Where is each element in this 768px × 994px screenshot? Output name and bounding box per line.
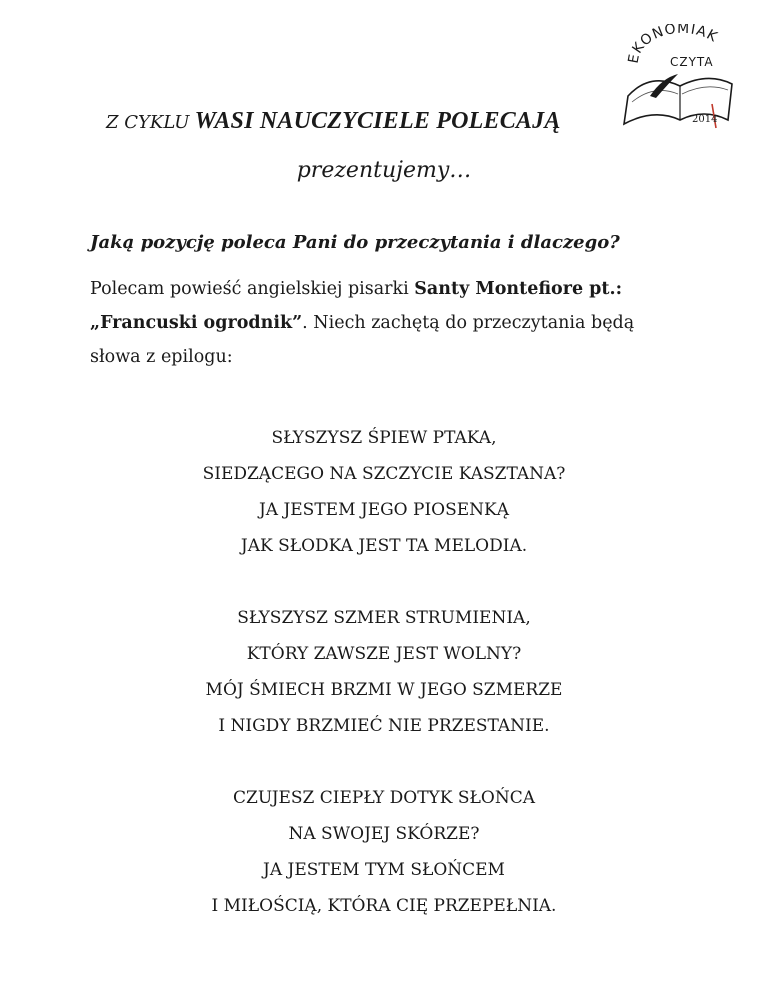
poem-line: JA JESTEM JEGO PIOSENKĄ	[258, 500, 510, 520]
poem-line: JAK SŁODKA JEST TA MELODIA.	[240, 536, 528, 556]
answer-line	[90, 306, 670, 340]
poem-line: I MIŁOŚCIĄ, KTÓRA CIĘ PRZEPEŁNIA.	[211, 896, 557, 916]
poem-stanza	[0, 420, 768, 564]
open-book-icon	[620, 24, 740, 134]
poem-line: I NIGDY BRZMIEĆ NIE PRZESTANIE.	[218, 716, 550, 736]
poem-stanza	[0, 780, 768, 924]
poem-line: SIEDZĄCEGO NA SZCZYCIE KASZTANA?	[202, 464, 566, 484]
poem-line: SŁYSZYSZ ŚPIEW PTAKA,	[271, 428, 497, 448]
poem-line: KTÓRY ZAWSZE JEST WOLNY?	[246, 644, 522, 664]
answer-line	[90, 272, 670, 306]
logo-year: 2014	[692, 114, 718, 125]
interview-answer	[90, 272, 670, 374]
poem-line: SŁYSZYSZ SZMER STRUMIENIA,	[237, 608, 531, 628]
poem-line: NA SWOJEJ SKÓRZE?	[288, 824, 480, 844]
author-name: Santy Montefiore pt.:	[414, 279, 623, 299]
answer-text: słowa z epilogu:	[90, 347, 233, 367]
interview-question: Jaką pozycję poleca Pani do przeczytania i dlaczego?	[90, 232, 620, 253]
poem-stanza	[0, 600, 768, 744]
ekonomiak-czyta-logo	[620, 24, 740, 134]
series-title: WASI NAUCZYCIELE POLECAJĄ	[194, 108, 561, 134]
answer-text: . Niech zachętą do przeczytania będą	[302, 313, 635, 333]
poem-line: CZUJESZ CIEPŁY DOTYK SŁOŃCA	[233, 788, 535, 808]
book-title: „Francuski ogrodnik”	[90, 313, 303, 333]
header-prefix: Z CYKLU	[106, 112, 190, 133]
page-subtitle: prezentujemy…	[296, 158, 472, 183]
answer-text: Polecam powieść angielskiej pisarki	[90, 279, 415, 299]
poem-line: JA JESTEM TYM SŁOŃCEM	[263, 860, 505, 880]
epilogue-poem	[0, 420, 768, 960]
answer-line	[90, 340, 670, 374]
poem-line: MÓJ ŚMIECH BRZMI W JEGO SZMERZE	[205, 680, 563, 700]
logo-subtext: CZYTA	[670, 55, 714, 69]
logo-arc-text: EKONOMIAK	[625, 24, 721, 65]
page-header	[106, 108, 561, 135]
